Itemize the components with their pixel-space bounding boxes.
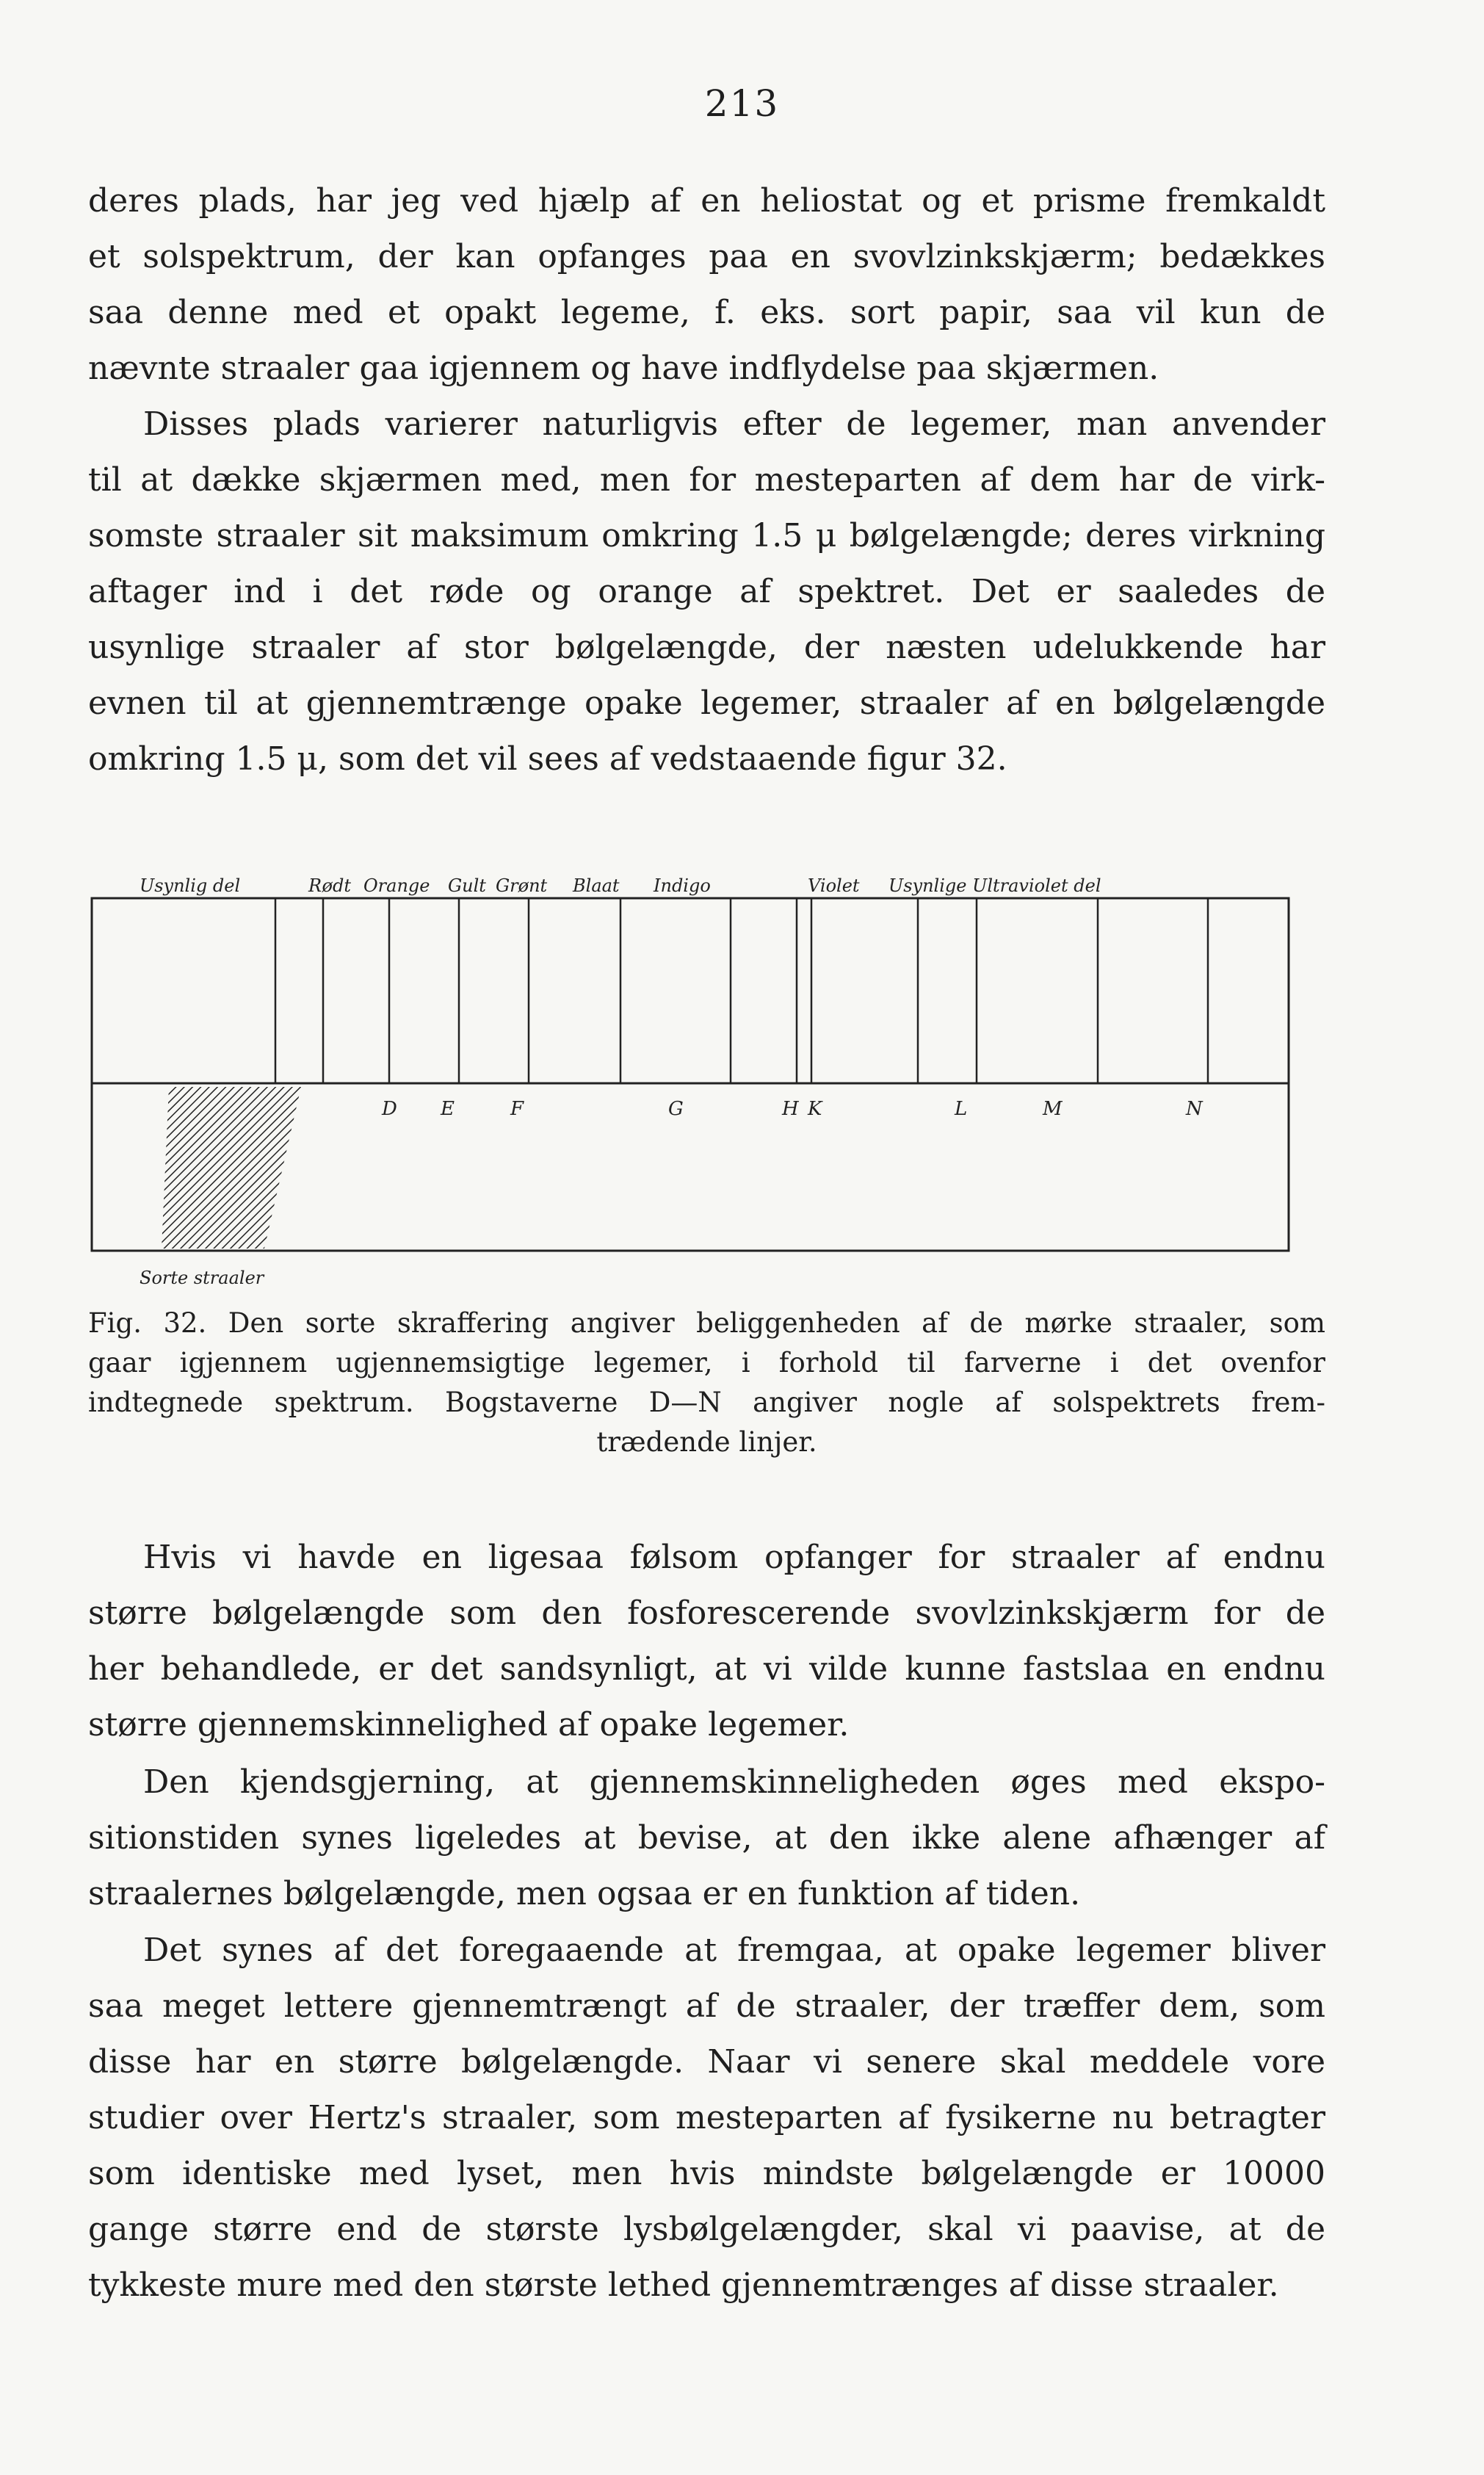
label-ultraviolet: Usynlige Ultraviolet del <box>888 875 1101 896</box>
text-line: straalernes bølgelængde, men ogsaa er en funktion af tiden. <box>88 1875 1081 1912</box>
page-number: 213 <box>704 82 780 125</box>
caption-line: indtegnede spektrum. Bogstaverne D—N angiver nogle af solspektrets frem- <box>88 1387 1325 1418</box>
line-letter-l: L <box>955 1098 968 1120</box>
text-line: deres plads, har jeg ved hjælp af en heliostat og et prisme fremkaldt <box>88 182 1325 220</box>
label-blaat: Blaat <box>573 875 620 896</box>
label-rodt: Rødt <box>308 875 351 896</box>
paragraph-4 <box>88 1755 1325 1922</box>
label-violet: Violet <box>808 875 860 896</box>
paragraph-1 <box>88 173 1325 397</box>
paragraph-2 <box>88 397 1325 787</box>
line-letter-d: D <box>382 1098 397 1120</box>
caption-line: gaar igjennem ugjennemsigtige legemer, i forhold til farverne i det ovenfor <box>88 1347 1325 1379</box>
line-letter-n: N <box>1186 1098 1203 1120</box>
text-line: sitionstiden synes ligeledes at bevise, at den ikke alene afhænger af <box>88 1819 1325 1857</box>
label-usynlig: Usynlig del <box>140 875 241 896</box>
text-line: saa meget lettere gjennemtrængt af de straaler, der træffer dem, som <box>88 1987 1325 2025</box>
text-line: som identiske med lyset, men hvis mindste bølgelængde er 10000 <box>88 2155 1325 2192</box>
label-gront: Grønt <box>496 875 548 896</box>
text-line: studier over Hertz's straaler, som mesteparten af fysikerne nu betragter <box>88 2099 1325 2136</box>
text-line: somste straaler sit maksimum omkring 1.5 μ bølgelængde; deres virkning <box>88 517 1325 554</box>
label-orange: Orange <box>363 875 430 896</box>
label-gult: Gult <box>448 875 486 896</box>
figure-caption <box>88 1304 1325 1462</box>
line-letter-e: E <box>441 1098 455 1120</box>
figure-32 <box>88 867 1344 1293</box>
label-sorte-straaler: Sorte straaler <box>140 1268 264 1288</box>
text-line: disse har en større bølgelængde. Naar vi senere skal meddele vore <box>88 2043 1325 2081</box>
line-letter-k: K <box>808 1098 822 1120</box>
text-line: Den kjendsgjerning, at gjennemskinneligheden øges med ekspo- <box>143 1763 1325 1801</box>
text-line: gange større end de største lysbølgelængder, skal vi paavise, at de <box>88 2211 1325 2248</box>
text-line: et solspektrum, der kan opfanges paa en svovlzinkskjærm; bedækkes <box>88 238 1325 275</box>
text-line: til at dække skjærmen med, men for mesteparten af dem har de virk- <box>88 461 1325 499</box>
text-line: større gjennemskinnelighed af opake legemer. <box>88 1706 850 1744</box>
text-line: omkring 1.5 μ, som det vil sees af vedstaaende figur 32. <box>88 740 1007 778</box>
caption-line: trædende linjer. <box>596 1426 817 1458</box>
text-line: Det synes af det foregaaende at fremgaa, at opake legemer bliver <box>143 1932 1325 1969</box>
label-indigo: Indigo <box>654 875 711 896</box>
caption-line: Fig. 32. Den sorte skraffering angiver beliggenheden af de mørke straaler, som <box>88 1307 1325 1339</box>
text-line: tykkeste mure med den største lethed gjennemtrænges af disse straaler. <box>88 2266 1279 2304</box>
paragraph-5 <box>88 1923 1325 2313</box>
spectrum-diagram <box>88 867 1344 1293</box>
line-letter-h: H <box>782 1098 799 1120</box>
text-line: nævnte straaler gaa igjennem og have indflydelse paa skjærmen. <box>88 350 1159 387</box>
line-letter-g: G <box>668 1098 684 1120</box>
text-line: aftager ind i det røde og orange af spektret. Det er saaledes de <box>88 573 1325 610</box>
text-line: usynlige straaler af stor bølgelængde, der næsten udelukkende har <box>88 629 1325 666</box>
hatched-dark-rays <box>162 1087 301 1249</box>
text-line: større bølgelængde som den fosforescerende svovlzinkskjærm for de <box>88 1594 1325 1632</box>
line-letter-m: M <box>1043 1098 1063 1120</box>
paragraph-3 <box>88 1530 1325 1753</box>
line-letter-f: F <box>510 1098 524 1120</box>
band-dividers <box>275 898 1208 1083</box>
text-line: saa denne med et opakt legeme, f. eks. sort papir, saa vil kun de <box>88 294 1325 331</box>
text-line: her behandlede, er det sandsynligt, at vi vilde kunne fastslaa en endnu <box>88 1650 1325 1688</box>
text-line: evnen til at gjennemtrænge opake legemer, straaler af en bølgelængde <box>88 684 1325 722</box>
text-line: Hvis vi havde en ligesaa følsom opfanger for straaler af endnu <box>143 1539 1325 1576</box>
text-line: Disses plads varierer naturligvis efter de legemer, man anvender <box>143 405 1325 443</box>
